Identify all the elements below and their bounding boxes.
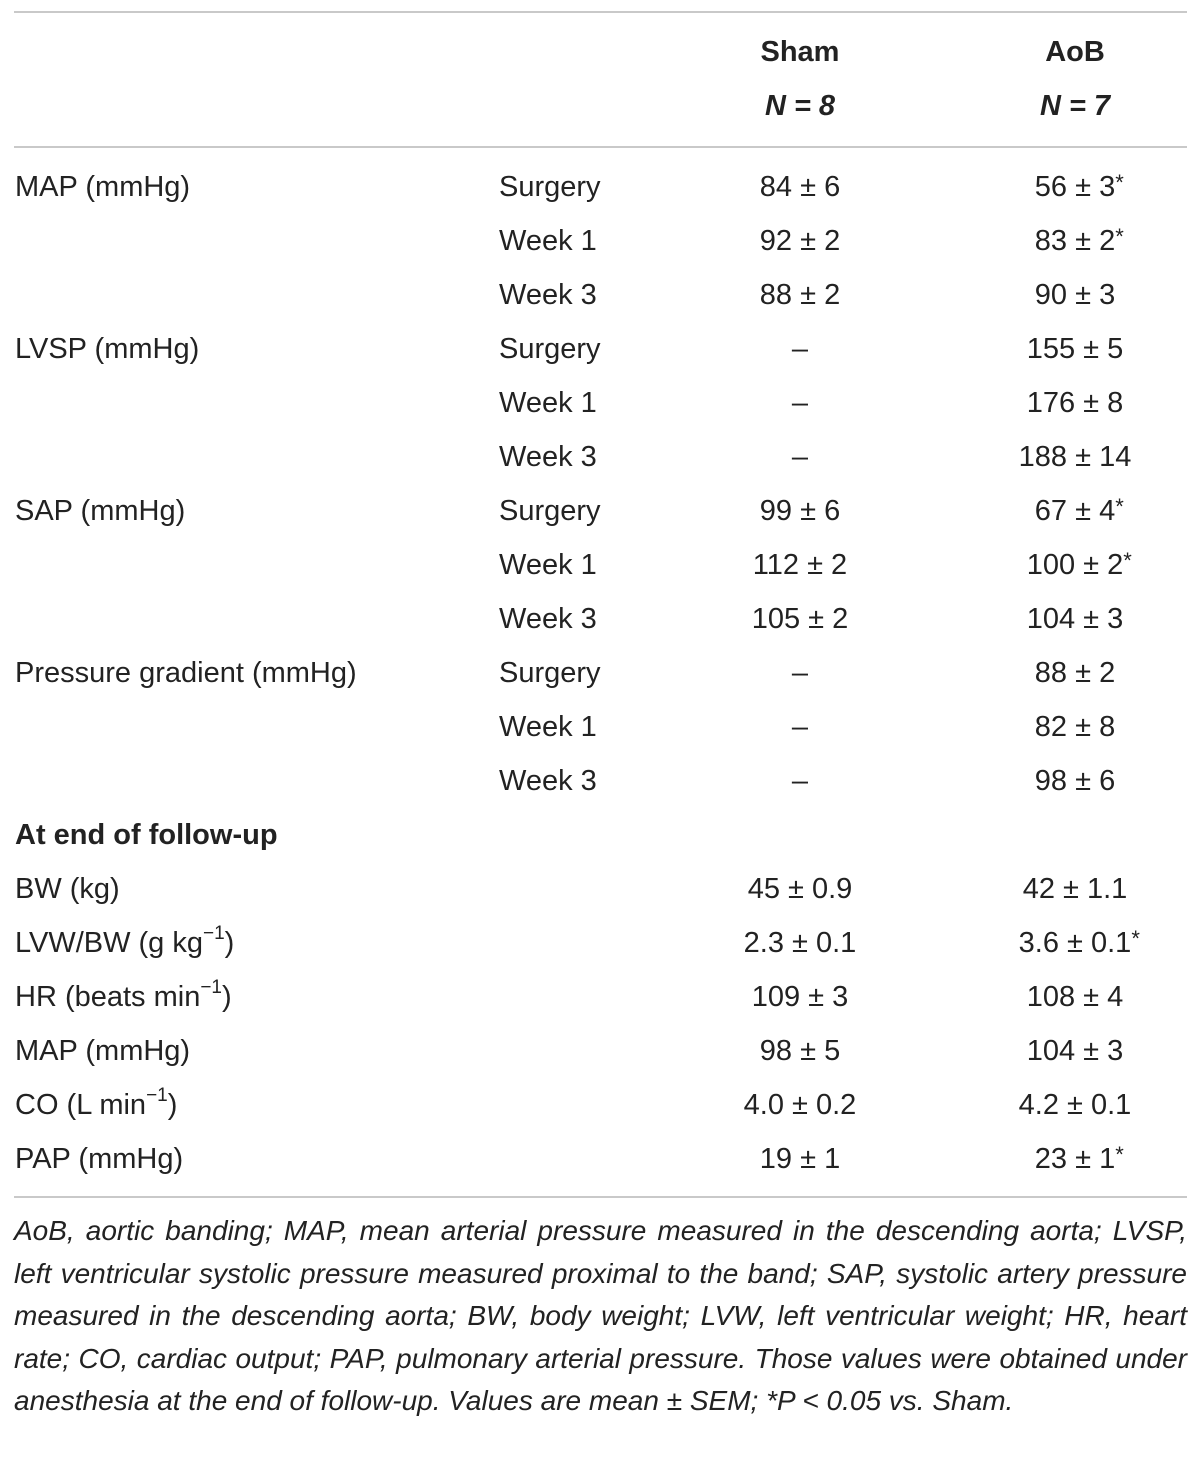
row-aob-value: 3.6 ± 0.1* [1018, 926, 1140, 959]
row-timepoint: Surgery [499, 495, 601, 527]
row-parameter-text: CO (L min [15, 1089, 147, 1121]
row-parameter [15, 1132, 183, 1186]
row-parameter-text: BW (kg) [15, 873, 120, 905]
row-aob-value: 83 ± 2* [1034, 224, 1124, 257]
header-aob-n: N = 7 [1039, 90, 1111, 122]
row-aob-value: 100 ± 2* [1026, 548, 1132, 581]
row-aob-value-text: 155 ± 5 [1026, 333, 1124, 365]
row-parameter: Pressure gradient (mmHg) [15, 657, 357, 689]
unit-exponent: −1 [203, 923, 225, 945]
row-parameter [15, 916, 234, 970]
row-aob-value-text: 82 ± 8 [1034, 711, 1116, 743]
table-row [0, 538, 1200, 592]
row-aob-value [975, 268, 1175, 322]
row-aob-value-text: 23 ± 1 [1034, 1143, 1116, 1175]
unit-exponent: −1 [146, 1085, 168, 1107]
row-sham-value: 99 ± 6 [759, 495, 841, 527]
table-row [0, 322, 1200, 376]
row-sham-value: 84 ± 6 [759, 171, 841, 203]
header-sham [700, 25, 900, 133]
row-parameter [15, 1024, 190, 1078]
row-parameter-text: MAP (mmHg) [15, 1035, 191, 1067]
row-aob-value: 67 ± 4* [1034, 494, 1124, 527]
row-sham-value: 2.3 ± 0.1 [743, 927, 857, 959]
row-aob-value-text: 42 ± 1.1 [1022, 873, 1128, 905]
row-sham-value: 98 ± 5 [759, 1035, 841, 1067]
row-sham-value: 109 ± 3 [751, 981, 849, 1013]
table-row [0, 646, 1200, 700]
table-row [0, 268, 1200, 322]
row-sham-value: 88 ± 2 [759, 279, 841, 311]
table-row [0, 160, 1200, 214]
row-aob-value-text: 176 ± 8 [1026, 387, 1124, 419]
row-sham-value: – [791, 333, 809, 365]
row-aob-value-text: 90 ± 3 [1034, 279, 1116, 311]
row-sham-value: – [791, 657, 809, 689]
header-sham-n: N = 8 [764, 90, 836, 122]
table-row [0, 970, 1200, 1024]
row-timepoint: Week 1 [499, 711, 597, 743]
row-sham-value: 92 ± 2 [759, 225, 841, 257]
table-row [0, 1078, 1200, 1132]
table-row [0, 862, 1200, 916]
row-aob-value [975, 646, 1175, 700]
row-parameter: SAP (mmHg) [15, 495, 186, 527]
row-aob-value-text: 4.2 ± 0.1 [1018, 1089, 1132, 1121]
row-timepoint: Surgery [499, 171, 601, 203]
table-row [0, 484, 1200, 538]
row-timepoint: Week 3 [499, 603, 597, 635]
row-sham-value: 19 ± 1 [759, 1143, 841, 1175]
row-timepoint: Week 3 [499, 765, 597, 797]
table-row [0, 1024, 1200, 1078]
table-top-rule [14, 11, 1187, 13]
row-aob-value [975, 592, 1175, 646]
row-aob-value-text: 188 ± 14 [1018, 441, 1132, 473]
row-sham-value: 45 ± 0.9 [747, 873, 853, 905]
row-sham-value: – [791, 387, 809, 419]
row-parameter-text: PAP (mmHg) [15, 1143, 184, 1175]
row-aob-value [975, 322, 1175, 376]
row-aob-value-text: 67 ± 4 [1034, 495, 1116, 527]
row-timepoint: Week 1 [499, 387, 597, 419]
row-parameter-tail: ) [167, 1089, 178, 1121]
row-timepoint: Surgery [499, 333, 601, 365]
header-rule [14, 146, 1187, 148]
row-timepoint: Week 1 [499, 225, 597, 257]
header-aob-label: AoB [1045, 36, 1105, 68]
row-aob-value: 56 ± 3* [1034, 170, 1124, 203]
row-parameter-tail: ) [222, 981, 232, 1013]
row-parameter: MAP (mmHg) [15, 171, 191, 203]
row-timepoint: Week 3 [499, 441, 597, 473]
table-row [0, 376, 1200, 430]
row-aob-value [975, 1024, 1175, 1078]
row-aob-value-text: 108 ± 4 [1026, 981, 1124, 1013]
row-sham-value: 4.0 ± 0.2 [743, 1089, 857, 1121]
row-aob-value-text: 88 ± 2 [1034, 657, 1116, 689]
table-row [0, 754, 1200, 808]
row-aob-value [975, 700, 1175, 754]
row-aob-value-text: 98 ± 6 [1034, 765, 1116, 797]
row-aob-value-text: 104 ± 3 [1026, 603, 1124, 635]
header-aob [975, 25, 1175, 133]
row-aob-value-text: 56 ± 3 [1034, 171, 1116, 203]
row-timepoint: Week 3 [499, 279, 597, 311]
section-row [0, 808, 1200, 862]
row-aob-value [975, 376, 1175, 430]
row-parameter [15, 862, 120, 916]
row-aob-value-text: 104 ± 3 [1026, 1035, 1124, 1067]
row-parameter [15, 1078, 177, 1132]
row-aob-value [975, 970, 1175, 1024]
section-title: At end of follow-up [15, 819, 278, 851]
row-sham-value: – [791, 441, 809, 473]
row-sham-value: – [791, 765, 809, 797]
header-sham-label: Sham [760, 36, 840, 68]
table-footnote: AoB, aortic banding; MAP, mean arterial pressure measured in the descending aorta; LVSP, left ventricular systolic pressure measured proximal to the band; SAP, systolic artery pressure measured in the descending aorta; BW, body weight; LVW, left ventricular weight; HR, heart rate; CO, cardiac output; PAP, pulmonary arterial pressure. Those values were obtained under anesthesia at the end of follow-up. Values are mean ± SEM; *P < 0.05 vs. Sham. [14, 1215, 1187, 1416]
row-parameter-text: HR (beats min [15, 981, 201, 1013]
row-aob-value-text: 3.6 ± 0.1 [1018, 927, 1132, 959]
row-sham-value: 105 ± 2 [751, 603, 849, 635]
table-row [0, 916, 1200, 970]
row-sham-value: – [791, 711, 809, 743]
table-bottom-rule [14, 1196, 1187, 1198]
row-parameter-text: LVW/BW (g kg [15, 927, 203, 959]
row-aob-value [975, 430, 1175, 484]
row-aob-value: 23 ± 1* [1034, 1142, 1124, 1175]
table-row [0, 592, 1200, 646]
table-row [0, 214, 1200, 268]
row-parameter [15, 970, 232, 1024]
unit-exponent: −1 [200, 977, 222, 999]
row-sham-value: 112 ± 2 [752, 549, 848, 581]
row-parameter: LVSP (mmHg) [15, 333, 200, 365]
table-row [0, 700, 1200, 754]
table-row [0, 1132, 1200, 1186]
row-aob-value [975, 754, 1175, 808]
row-aob-value-text: 100 ± 2 [1026, 549, 1124, 581]
row-aob-value-text: 83 ± 2 [1034, 225, 1116, 257]
row-timepoint: Week 1 [499, 549, 597, 581]
table-row [0, 430, 1200, 484]
row-aob-value [975, 1078, 1175, 1132]
row-aob-value [975, 862, 1175, 916]
row-timepoint: Surgery [499, 657, 601, 689]
row-parameter-tail: ) [224, 927, 235, 959]
